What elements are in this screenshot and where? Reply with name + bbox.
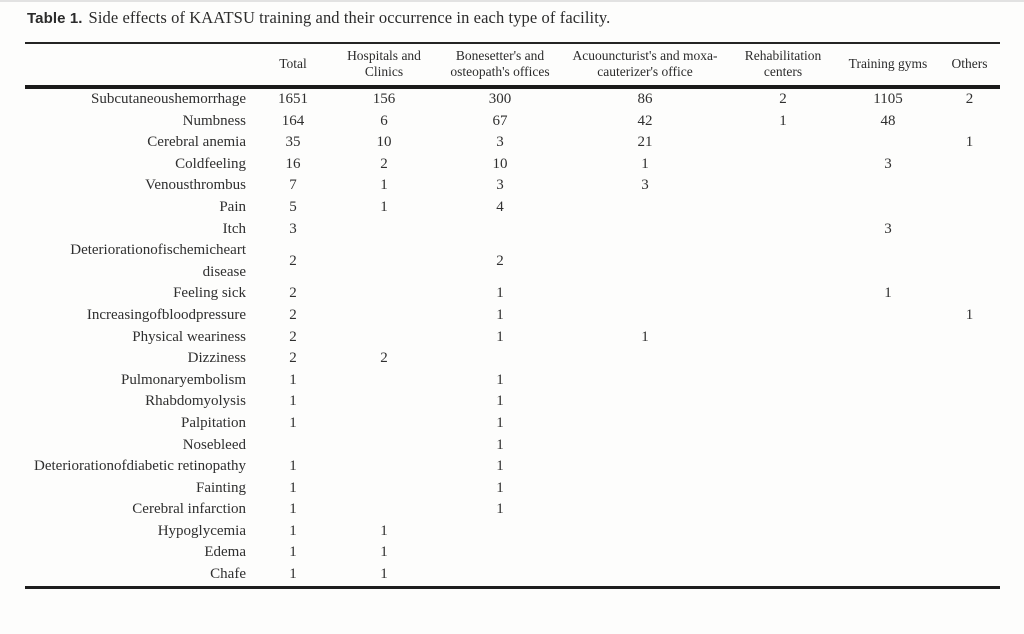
cell-value — [257, 435, 329, 457]
cell-value: 1 — [289, 566, 297, 583]
cell-value: 1 — [380, 177, 388, 194]
cell-value: 1 — [496, 393, 504, 410]
cell-value: 1 — [641, 155, 649, 172]
cell-value — [729, 370, 837, 392]
row-label: Cerebral infarction — [132, 501, 246, 518]
cell-value: 1 — [289, 479, 297, 496]
cell-value — [939, 499, 1000, 521]
scan-edge-artifact — [0, 0, 1024, 2]
cell-value: 2 — [289, 252, 297, 269]
cell-value — [837, 175, 939, 197]
cell-value: 4 — [496, 198, 504, 215]
cell-value — [729, 478, 837, 500]
row-label: Itch — [222, 220, 246, 237]
column-header: Others — [951, 56, 988, 71]
cell-value: 164 — [281, 112, 305, 129]
cell-value: 3 — [641, 177, 649, 194]
row-label: Numbness — [182, 112, 246, 129]
cell-value — [561, 456, 729, 478]
cell-value: 3 — [496, 134, 504, 151]
cell-value: 2 — [289, 285, 297, 302]
cell-value: 1 — [496, 501, 504, 518]
cell-value — [729, 154, 837, 176]
cell-value: 10 — [492, 155, 508, 172]
cell-value: 1 — [965, 134, 974, 151]
row-label: Physical weariness — [132, 328, 246, 345]
cell-value — [729, 564, 837, 587]
table-row — [25, 435, 1000, 457]
cell-value — [561, 197, 729, 219]
cell-value — [729, 283, 837, 305]
cell-value: 1 — [496, 371, 504, 388]
cell-value — [729, 175, 837, 197]
column-header: Total — [279, 56, 307, 71]
cell-value — [939, 435, 1000, 457]
table-row — [25, 87, 1000, 111]
cell-value — [729, 391, 837, 413]
cell-value: 1 — [496, 328, 504, 345]
cell-value — [837, 132, 939, 154]
cell-value — [561, 305, 729, 327]
table-caption-label: Table 1. — [27, 10, 83, 27]
row-label: Hypoglycemia — [157, 522, 246, 539]
cell-value — [329, 327, 439, 349]
cell-value — [329, 391, 439, 413]
row-label: Chafe — [210, 566, 246, 583]
cell-value — [939, 154, 1000, 176]
cell-value — [837, 348, 939, 370]
cell-value — [561, 370, 729, 392]
cell-value: 1 — [380, 198, 388, 215]
row-label: Venousthrombus — [145, 177, 246, 194]
row-label: Rhabdomyolysis — [145, 393, 246, 410]
table-caption — [27, 8, 610, 28]
cell-value: 7 — [289, 177, 297, 194]
table-row — [25, 391, 1000, 413]
cell-value: 48 — [880, 112, 896, 129]
cell-value — [561, 219, 729, 241]
cell-value — [439, 521, 561, 543]
table-row — [25, 283, 1000, 305]
cell-value — [837, 564, 939, 587]
cell-value: 3 — [289, 220, 297, 237]
cell-value: 156 — [372, 91, 396, 107]
table-row — [25, 542, 1000, 564]
table-row — [25, 175, 1000, 197]
cell-value — [329, 456, 439, 478]
table-row — [25, 564, 1000, 587]
cell-value — [837, 435, 939, 457]
cell-value: 1 — [779, 112, 787, 129]
cell-value: 21 — [637, 134, 653, 151]
column-header: Bonesetter's and osteopath's offices — [450, 48, 550, 79]
cell-value: 1 — [496, 414, 504, 431]
cell-value: 2 — [289, 306, 297, 323]
cell-value — [837, 305, 939, 327]
cell-value — [939, 175, 1000, 197]
cell-value — [837, 521, 939, 543]
cell-value: 10 — [376, 134, 392, 151]
cell-value — [939, 456, 1000, 478]
cell-value — [329, 499, 439, 521]
cell-value: 67 — [492, 112, 508, 129]
table-caption-text: Side effects of KAATSU training and their occurrence in each type of facility. — [88, 8, 611, 27]
cell-value: 2 — [496, 252, 504, 269]
cell-value — [561, 435, 729, 457]
cell-value — [329, 283, 439, 305]
cell-value: 2 — [380, 350, 388, 367]
cell-value — [939, 327, 1000, 349]
cell-value — [837, 478, 939, 500]
cell-value — [837, 327, 939, 349]
row-label: Cerebral anemia — [147, 134, 246, 151]
column-header: Rehabilitation centers — [744, 48, 822, 79]
cell-value: 1 — [289, 414, 297, 431]
cell-value — [329, 435, 439, 457]
cell-value: 2 — [289, 328, 297, 345]
cell-value — [939, 370, 1000, 392]
cell-value — [837, 370, 939, 392]
cell-value — [329, 305, 439, 327]
cell-value — [837, 391, 939, 413]
table-row — [25, 154, 1000, 176]
table-row — [25, 521, 1000, 543]
row-label: Increasingofbloodpressure — [86, 306, 246, 323]
table-row — [25, 219, 1000, 241]
cell-value: 5 — [289, 198, 297, 215]
cell-value — [561, 391, 729, 413]
cell-value: 1 — [641, 328, 649, 345]
table-row — [25, 327, 1000, 349]
cell-value — [329, 478, 439, 500]
row-label: Fainting — [195, 479, 246, 496]
cell-value — [729, 435, 837, 457]
cell-value: 1 — [496, 436, 504, 453]
cell-value: 1 — [884, 285, 892, 302]
cell-value: 1 — [380, 566, 388, 583]
table-row — [25, 240, 1000, 283]
cell-value: 16 — [285, 155, 301, 172]
cell-value — [837, 240, 939, 283]
cell-value: 1 — [380, 544, 388, 561]
table-row — [25, 111, 1000, 133]
cell-value — [561, 499, 729, 521]
row-label: Palpitation — [181, 414, 246, 431]
row-label: Deteriorationofischemicheart disease — [70, 242, 246, 280]
row-label: Edema — [204, 544, 246, 561]
cell-value — [439, 219, 561, 241]
table-row — [25, 456, 1000, 478]
cell-value: 1 — [496, 458, 504, 475]
cell-value — [561, 564, 729, 587]
cell-value — [939, 240, 1000, 283]
cell-value — [729, 240, 837, 283]
cell-value: 6 — [380, 112, 388, 129]
cell-value — [729, 197, 837, 219]
cell-value — [329, 240, 439, 283]
cell-value — [561, 413, 729, 435]
cell-value — [439, 542, 561, 564]
cell-value — [939, 413, 1000, 435]
cell-value: 300 — [488, 91, 512, 107]
cell-value — [439, 564, 561, 587]
row-label: Deteriorationofdiabetic retinopathy — [34, 458, 246, 475]
cell-value — [729, 132, 837, 154]
cell-value: 2 — [380, 155, 388, 172]
cell-value — [939, 521, 1000, 543]
cell-value: 1 — [289, 371, 297, 388]
cell-value — [729, 219, 837, 241]
table-row — [25, 370, 1000, 392]
table-row — [25, 132, 1000, 154]
column-header: Hospitals and Clinics — [347, 48, 421, 79]
cell-value — [729, 348, 837, 370]
column-header: Training gyms — [848, 56, 928, 71]
cell-value — [561, 283, 729, 305]
cell-value: 86 — [637, 91, 653, 107]
cell-value: 3 — [884, 155, 892, 172]
table-header — [25, 43, 1000, 87]
cell-value: 1 — [965, 306, 974, 323]
cell-value: 1 — [289, 544, 297, 561]
cell-value: 1651 — [278, 91, 308, 107]
cell-value — [561, 478, 729, 500]
table-row — [25, 413, 1000, 435]
cell-value — [729, 305, 837, 327]
cell-value: 1105 — [873, 91, 903, 107]
cell-value — [837, 413, 939, 435]
cell-value: 1 — [289, 393, 297, 410]
cell-value — [561, 542, 729, 564]
cell-value: 2 — [289, 350, 297, 367]
row-label: Dizziness — [187, 350, 246, 367]
cell-value — [939, 542, 1000, 564]
cell-value: 1 — [496, 285, 504, 302]
cell-value: 3 — [884, 220, 892, 237]
cell-value — [561, 521, 729, 543]
cell-value — [729, 456, 837, 478]
cell-value — [729, 499, 837, 521]
cell-value: 1 — [496, 479, 504, 496]
cell-value — [837, 197, 939, 219]
table-row — [25, 197, 1000, 219]
cell-value: 1 — [380, 522, 388, 539]
cell-value: 1 — [496, 306, 504, 323]
table-body — [25, 87, 1000, 587]
cell-value — [439, 348, 561, 370]
cell-value — [729, 542, 837, 564]
cell-value — [939, 219, 1000, 241]
cell-value — [837, 456, 939, 478]
cell-value — [329, 413, 439, 435]
cell-value: 1 — [289, 501, 297, 518]
cell-value: 1 — [289, 458, 297, 475]
header-row — [25, 43, 1000, 87]
cell-value: 3 — [496, 177, 504, 194]
column-header: Acuouncturist's and moxa-cauterizer's office — [572, 48, 718, 79]
cell-value: 42 — [637, 112, 653, 129]
row-label: Pulmonaryembolism — [121, 371, 246, 388]
corner-cell — [25, 43, 257, 87]
cell-value: 2 — [779, 91, 787, 107]
row-label: Coldfeeling — [175, 155, 246, 172]
cell-value — [329, 370, 439, 392]
cell-value — [837, 499, 939, 521]
cell-value — [939, 283, 1000, 305]
cell-value — [561, 348, 729, 370]
cell-value — [939, 391, 1000, 413]
cell-value — [939, 564, 1000, 587]
row-label: Feeling sick — [173, 285, 246, 302]
side-effects-table — [25, 42, 1000, 589]
cell-value — [729, 521, 837, 543]
cell-value — [939, 478, 1000, 500]
table-row — [25, 478, 1000, 500]
cell-value: 1 — [289, 522, 297, 539]
cell-value — [729, 413, 837, 435]
cell-value: 2 — [965, 91, 974, 107]
row-label: Nosebleed — [182, 436, 246, 453]
cell-value — [837, 542, 939, 564]
cell-value — [729, 327, 837, 349]
cell-value — [939, 348, 1000, 370]
cell-value — [561, 240, 729, 283]
cell-value — [939, 111, 1000, 133]
table-row — [25, 305, 1000, 327]
row-label: Pain — [219, 198, 246, 215]
cell-value — [329, 219, 439, 241]
cell-value: 35 — [285, 134, 301, 151]
cell-value — [939, 197, 1000, 219]
row-label: Subcutaneoushemorrhage — [91, 91, 246, 107]
table-row — [25, 499, 1000, 521]
table-row — [25, 348, 1000, 370]
